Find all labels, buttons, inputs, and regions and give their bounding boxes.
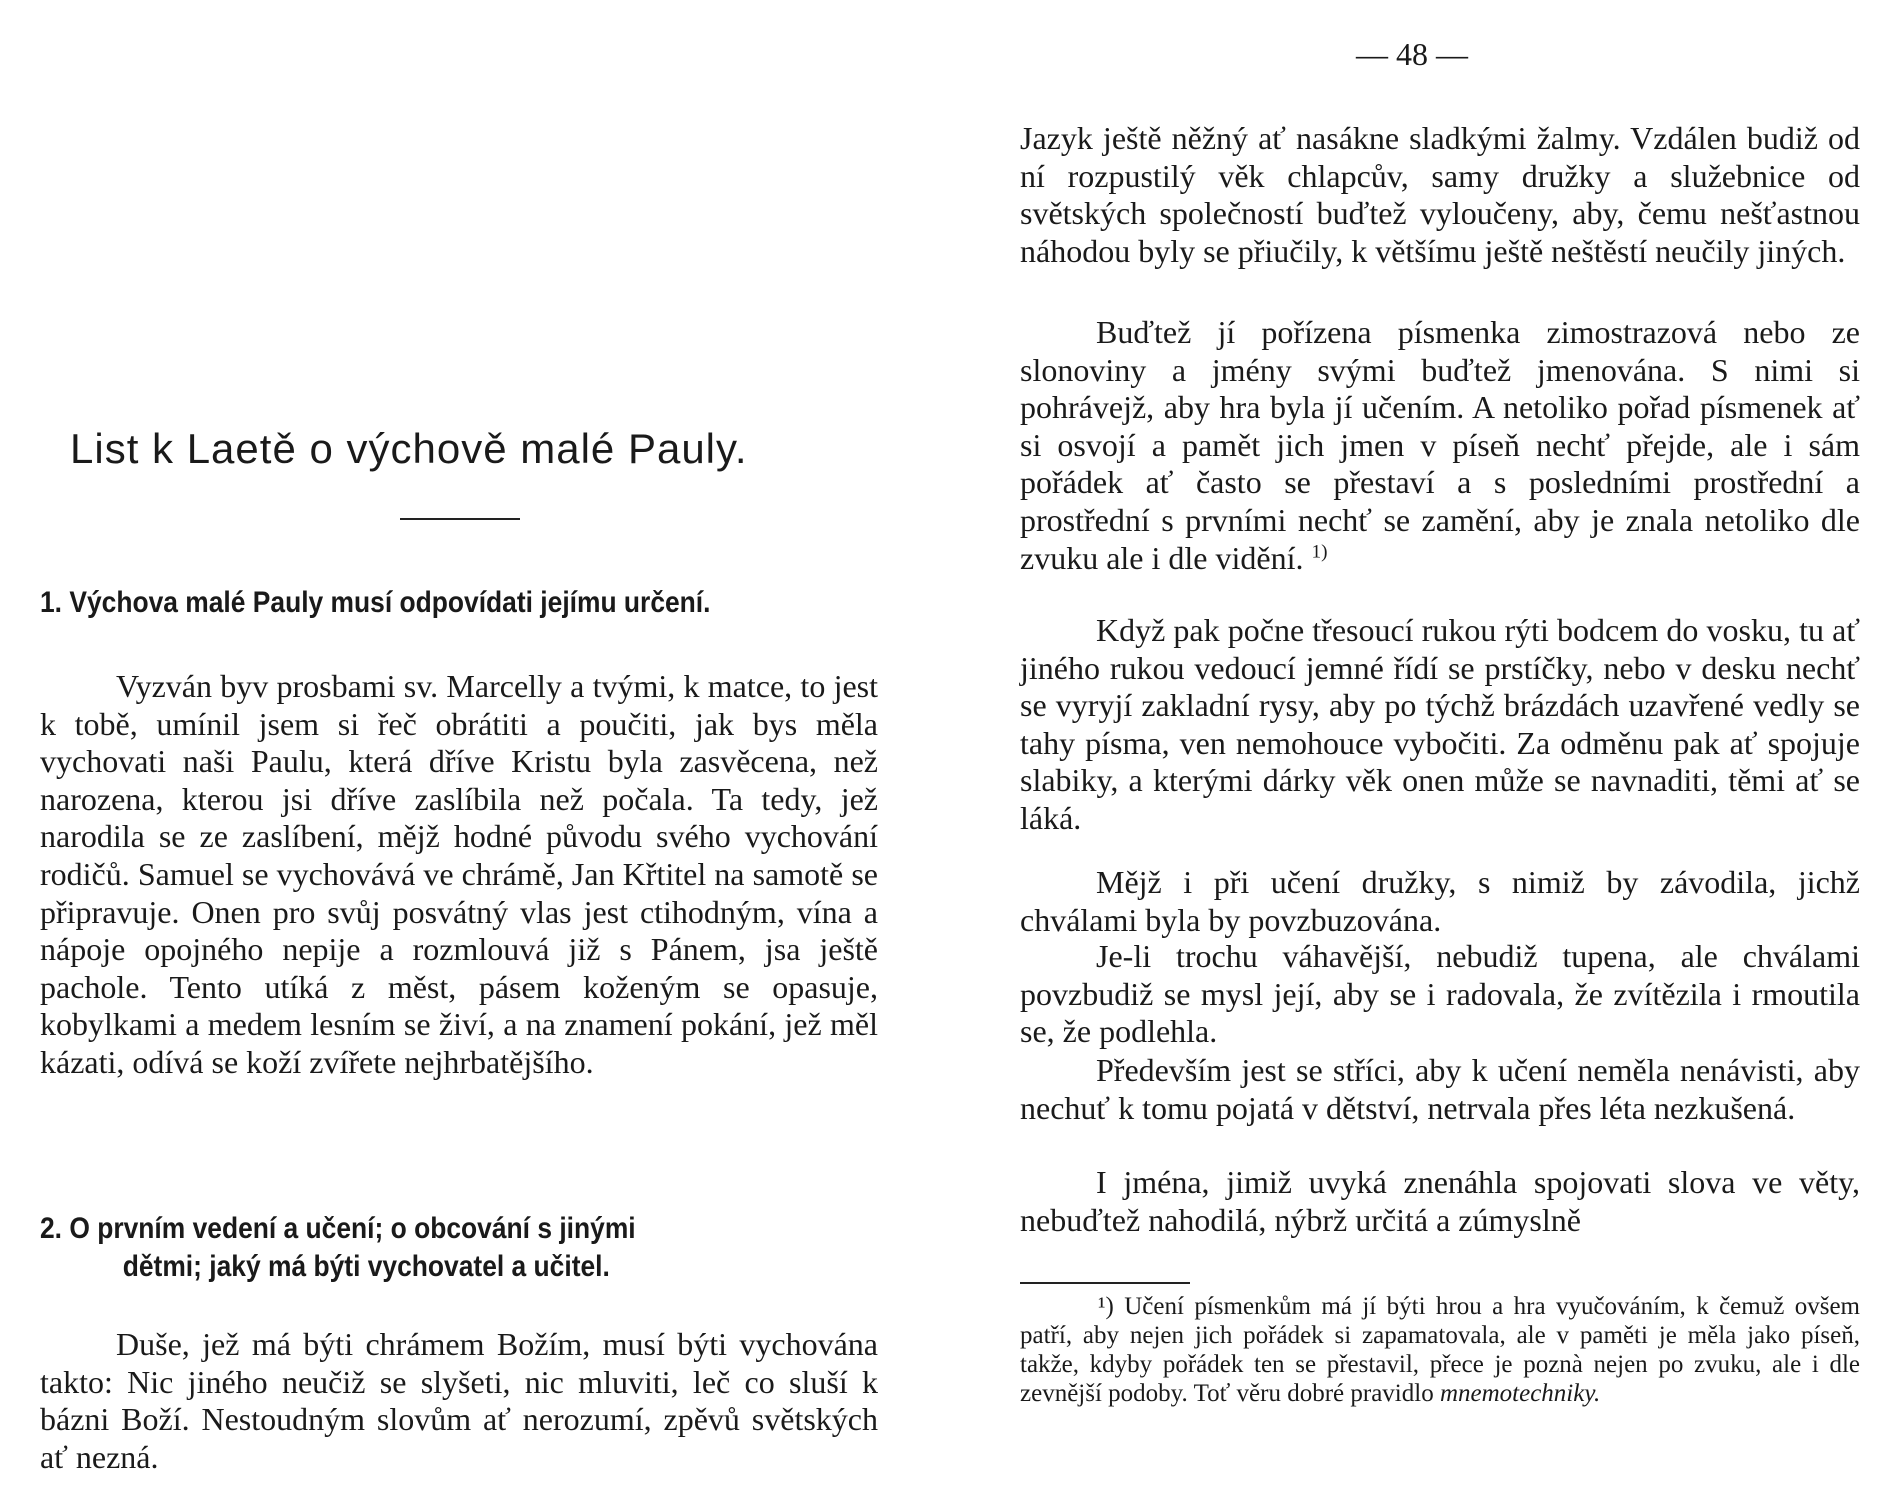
paragraph-7: I jména, jimiž uvyká znenáhla spojovati slova ve věty, nebuďtež nahodilá, nýbrž určitá a zúmyslně [1020,1164,1860,1238]
footnote-emphasis: mnemotechniky. [1439,1380,1601,1407]
letter-title: List k Laetě o výchově malé Pauly. [70,425,748,472]
section-2-heading [40,1210,858,1286]
page-number: — 48 — [1356,36,1468,72]
footnote-divider [1020,1282,1190,1284]
footnote-text: Učení písmenkům má jí býti hrou a hra vyučováním, k čemuž ovšem patří, aby nejen jich pořádek si zapamatovala, ale v paměti je měla jako píseň, takže, kdyby pořádek ten se přestavil, přece je poznà nejen po zvuku, ale i dle zevnější podoby. Toť věru dobré pravidlo [1020,1293,1860,1407]
paragraph-2-text: Buďtež jí pořízena písmenka zimostrazová nebo ze slonoviny a jmény svými buďtež jmenována. S nimi si pohrávejž, aby hra byla jí učením. A netoliko pořad písmenek ať si osvojí a pamět jich jmen v píseň nechť přejde, ale i sám pořádek ať často se přestaví a s posledními prostřední a prostřední s prvními nechť se zamění, aby je znala netoliko dle zvuku ale i dle vidění. [1020,314,1860,576]
footnote-reference: 1) [1311,540,1328,562]
section-1-paragraph: Vyzván byv prosbami sv. Marcelly a tvými, k matce, to jest k tobě, umínil jsem si řeč obrátiti a poučiti, jak bys měla vychovati naši Paulu, která dříve Kristu byla zasvěcena, než narozena, kterou jsi dříve zaslíbila než počala. Ta tedy, jež narodila se ze zaslíbení, mějž hodné původu svého vychování rodičů. Samuel se vychovává ve chrámě, Jan Křtitel na samotě se připravuje. Onen pro svůj posvátný vlas jest ctihodným, vína a nápoje opojného nepije a rozmlouvá již s Pánem, jsa ještě pachole. Tento utíká z měst, pásem koženým se opasuje, kobylkami a medem lesním se živí, a na znamení pokání, jež měl kázati, odívá se koží zvířete nejhrbatějšího. [40,668,878,1080]
paragraph-4: Mějž i při učení družky, s nimiž by závodila, jichž chválami byla by povzbuzována. [1020,864,1860,938]
section-1-heading: 1. Výchova malé Pauly musí odpovídati jejímu určení. [40,586,711,619]
paragraph-6: Především jest se stříci, aby k učení neměla nenávisti, aby nechuť k tomu pojatá v dětství, netrvala přes léta nezkušená. [1020,1052,1860,1126]
paragraph-1: Jazyk ještě něžný ať nasákne sladkými žalmy. Vzdálen budiž od ní rozpustilý věk chlapcův, samy družky a služebnice od světských společností buďtež vyloučeny, aby, čemu nešťastnou náhodou byly se přiučily, k většímu ještě neštěstí neučily jiných. [1020,120,1860,269]
paragraph-3: Když pak počne třesoucí rukou rýti bodcem do vosku, tu ať jiného rukou vedoucí jemné řídí se prstíčky, nebo v desku nechť se vyryjí zakladní rysy, aby po týchž brázdách uzavřené vedly se tahy písma, ven nemohouce vybočiti. Za odměnu pak ať spojuje slabiky, a kterými dárky věk onen může se navnaditi, těmi ať se láká. [1020,612,1860,836]
section-2-paragraph: Duše, jež má býti chrámem Božím, musí býti vychována takto: Nic jiného neučiž se slyšeti, nic mluviti, leč co sluší k bázni Boží. Nestoudným slovům ať nerozumí, zpěvů světských ať nezná. [40,1326,878,1475]
title-divider [400,518,520,520]
section-2-heading-line-1: 2. O prvním vedení a učení; o obcování s jinými [40,1212,636,1245]
footnote-mark: ¹) [1098,1293,1114,1320]
footnote [1020,1292,1860,1408]
paragraph-2 [1020,314,1860,577]
right-page [942,0,1884,1500]
section-2-heading-line-2: dětmi; jaký má býti vychovatel a učitel. [122,1250,610,1283]
paragraph-5: Je-li trochu váhavější, nebudiž tupena, ale chválami povzbudiž se mysl její, aby se i radovala, že zvítězila i rmoutila se, že podlehla. [1020,938,1860,1050]
